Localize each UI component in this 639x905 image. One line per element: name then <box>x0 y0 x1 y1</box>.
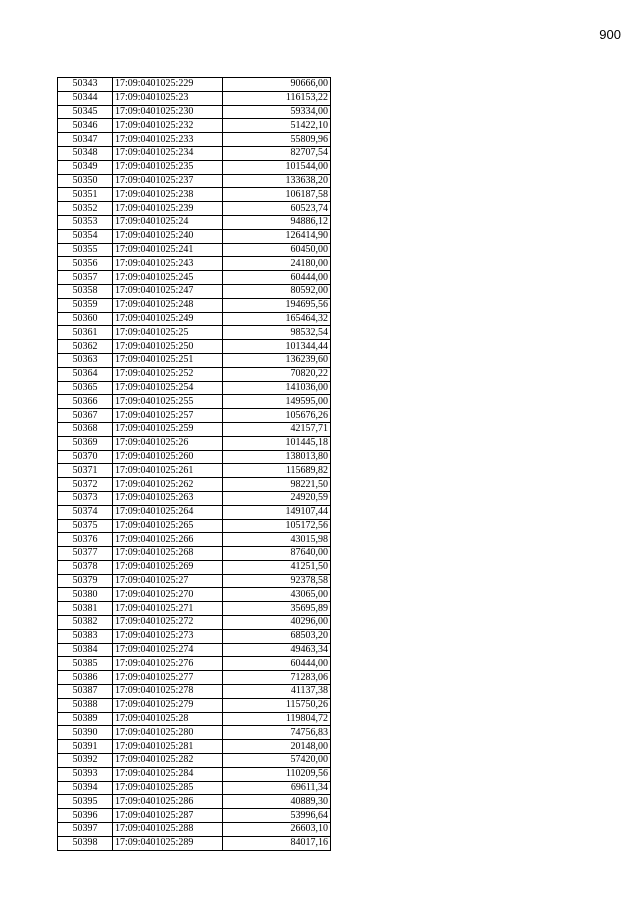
row-number-cell: 50362 <box>58 340 113 354</box>
cadastral-value-cell: 55809,96 <box>223 133 331 147</box>
cadastral-value-cell: 40889,30 <box>223 795 331 809</box>
cadastral-value-cell: 194695,56 <box>223 298 331 312</box>
cadastral-number-cell: 17:09:0401025:257 <box>113 409 223 423</box>
table-row <box>58 146 331 160</box>
table-row <box>58 809 331 823</box>
row-number-cell: 50348 <box>58 146 113 160</box>
table-row <box>58 657 331 671</box>
cadastral-number-cell: 17:09:0401025:245 <box>113 271 223 285</box>
row-number-cell: 50345 <box>58 105 113 119</box>
table-row <box>58 629 331 643</box>
table-row <box>58 271 331 285</box>
cadastral-value-cell: 98221,50 <box>223 478 331 492</box>
cadastral-number-cell: 17:09:0401025:239 <box>113 202 223 216</box>
row-number-cell: 50350 <box>58 174 113 188</box>
table-row <box>58 353 331 367</box>
table-row <box>58 671 331 685</box>
table-row <box>58 215 331 229</box>
cadastral-number-cell: 17:09:0401025:251 <box>113 353 223 367</box>
row-number-cell: 50384 <box>58 643 113 657</box>
cadastral-value-cell: 59334,00 <box>223 105 331 119</box>
row-number-cell: 50388 <box>58 698 113 712</box>
row-number-cell: 50395 <box>58 795 113 809</box>
cadastral-value-cell: 80592,00 <box>223 284 331 298</box>
cadastral-number-cell: 17:09:0401025:28 <box>113 712 223 726</box>
table-row <box>58 685 331 699</box>
cadastral-number-cell: 17:09:0401025:279 <box>113 698 223 712</box>
cadastral-number-cell: 17:09:0401025:284 <box>113 767 223 781</box>
cadastral-number-cell: 17:09:0401025:248 <box>113 298 223 312</box>
cadastral-value-cell: 115750,26 <box>223 698 331 712</box>
cadastral-value-cell: 43065,00 <box>223 588 331 602</box>
cadastral-value-cell: 101544,00 <box>223 160 331 174</box>
row-number-cell: 50376 <box>58 533 113 547</box>
row-number-cell: 50375 <box>58 519 113 533</box>
row-number-cell: 50366 <box>58 395 113 409</box>
cadastral-value-cell: 84017,16 <box>223 836 331 850</box>
cadastral-number-cell: 17:09:0401025:280 <box>113 726 223 740</box>
row-number-cell: 50391 <box>58 740 113 754</box>
cadastral-value-cell: 68503,20 <box>223 629 331 643</box>
page-number: 900 <box>599 27 621 42</box>
row-number-cell: 50371 <box>58 464 113 478</box>
cadastral-value-cell: 92378,58 <box>223 574 331 588</box>
cadastral-value-cell: 24180,00 <box>223 257 331 271</box>
table-row <box>58 174 331 188</box>
row-number-cell: 50387 <box>58 685 113 699</box>
cadastral-value-cell: 24920,59 <box>223 491 331 505</box>
cadastral-value-cell: 101344,44 <box>223 340 331 354</box>
cadastral-number-cell: 17:09:0401025:27 <box>113 574 223 588</box>
cadastral-value-cell: 136239,60 <box>223 353 331 367</box>
row-number-cell: 50358 <box>58 284 113 298</box>
cadastral-value-cell: 69611,34 <box>223 781 331 795</box>
table-row <box>58 450 331 464</box>
cadastral-value-cell: 98532,54 <box>223 326 331 340</box>
table-row <box>58 505 331 519</box>
cadastral-number-cell: 17:09:0401025:281 <box>113 740 223 754</box>
table-row <box>58 202 331 216</box>
cadastral-number-cell: 17:09:0401025:278 <box>113 685 223 699</box>
cadastral-value-table <box>57 77 331 851</box>
table-row <box>58 574 331 588</box>
row-number-cell: 50343 <box>58 78 113 92</box>
row-number-cell: 50363 <box>58 353 113 367</box>
cadastral-number-cell: 17:09:0401025:23 <box>113 91 223 105</box>
table-row <box>58 588 331 602</box>
cadastral-value-cell: 149595,00 <box>223 395 331 409</box>
cadastral-number-cell: 17:09:0401025:233 <box>113 133 223 147</box>
cadastral-number-cell: 17:09:0401025:232 <box>113 119 223 133</box>
table-row <box>58 409 331 423</box>
cadastral-value-cell: 149107,44 <box>223 505 331 519</box>
cadastral-value-cell: 60523,74 <box>223 202 331 216</box>
cadastral-value-cell: 105172,56 <box>223 519 331 533</box>
cadastral-number-cell: 17:09:0401025:259 <box>113 422 223 436</box>
table-row <box>58 91 331 105</box>
cadastral-value-cell: 94886,12 <box>223 215 331 229</box>
cadastral-number-cell: 17:09:0401025:271 <box>113 602 223 616</box>
cadastral-value-cell: 42157,71 <box>223 422 331 436</box>
row-number-cell: 50351 <box>58 188 113 202</box>
cadastral-number-cell: 17:09:0401025:254 <box>113 381 223 395</box>
row-number-cell: 50372 <box>58 478 113 492</box>
table-row <box>58 188 331 202</box>
cadastral-value-cell: 49463,34 <box>223 643 331 657</box>
row-number-cell: 50381 <box>58 602 113 616</box>
cadastral-value-cell: 141036,00 <box>223 381 331 395</box>
cadastral-number-cell: 17:09:0401025:270 <box>113 588 223 602</box>
row-number-cell: 50389 <box>58 712 113 726</box>
cadastral-number-cell: 17:09:0401025:238 <box>113 188 223 202</box>
table-row <box>58 754 331 768</box>
row-number-cell: 50346 <box>58 119 113 133</box>
row-number-cell: 50354 <box>58 229 113 243</box>
table-row <box>58 312 331 326</box>
table-row <box>58 795 331 809</box>
cadastral-number-cell: 17:09:0401025:229 <box>113 78 223 92</box>
cadastral-number-cell: 17:09:0401025:255 <box>113 395 223 409</box>
row-number-cell: 50367 <box>58 409 113 423</box>
table-row <box>58 229 331 243</box>
table-row <box>58 726 331 740</box>
cadastral-value-cell: 90666,00 <box>223 78 331 92</box>
cadastral-value-cell: 119804,72 <box>223 712 331 726</box>
table-row <box>58 560 331 574</box>
cadastral-value-cell: 20148,00 <box>223 740 331 754</box>
row-number-cell: 50357 <box>58 271 113 285</box>
cadastral-number-cell: 17:09:0401025:247 <box>113 284 223 298</box>
cadastral-number-cell: 17:09:0401025:240 <box>113 229 223 243</box>
table-row <box>58 643 331 657</box>
table-row <box>58 698 331 712</box>
table-row <box>58 616 331 630</box>
cadastral-number-cell: 17:09:0401025:282 <box>113 754 223 768</box>
row-number-cell: 50397 <box>58 823 113 837</box>
cadastral-number-cell: 17:09:0401025:237 <box>113 174 223 188</box>
cadastral-number-cell: 17:09:0401025:260 <box>113 450 223 464</box>
row-number-cell: 50394 <box>58 781 113 795</box>
cadastral-number-cell: 17:09:0401025:286 <box>113 795 223 809</box>
cadastral-number-cell: 17:09:0401025:250 <box>113 340 223 354</box>
table-row <box>58 602 331 616</box>
cadastral-value-cell: 51422,10 <box>223 119 331 133</box>
table-row <box>58 395 331 409</box>
cadastral-number-cell: 17:09:0401025:262 <box>113 478 223 492</box>
cadastral-number-cell: 17:09:0401025:25 <box>113 326 223 340</box>
cadastral-value-cell: 43015,98 <box>223 533 331 547</box>
cadastral-value-cell: 41137,38 <box>223 685 331 699</box>
table-row <box>58 381 331 395</box>
table-row <box>58 533 331 547</box>
row-number-cell: 50383 <box>58 629 113 643</box>
cadastral-number-cell: 17:09:0401025:288 <box>113 823 223 837</box>
row-number-cell: 50385 <box>58 657 113 671</box>
table-row <box>58 367 331 381</box>
cadastral-value-cell: 26603,10 <box>223 823 331 837</box>
table-row <box>58 340 331 354</box>
table-row <box>58 519 331 533</box>
cadastral-value-cell: 70820,22 <box>223 367 331 381</box>
row-number-cell: 50380 <box>58 588 113 602</box>
cadastral-number-cell: 17:09:0401025:263 <box>113 491 223 505</box>
cadastral-value-cell: 138013,80 <box>223 450 331 464</box>
cadastral-value-cell: 165464,32 <box>223 312 331 326</box>
cadastral-number-cell: 17:09:0401025:274 <box>113 643 223 657</box>
row-number-cell: 50393 <box>58 767 113 781</box>
cadastral-value-cell: 126414,90 <box>223 229 331 243</box>
table-row <box>58 160 331 174</box>
cadastral-value-cell: 110209,56 <box>223 767 331 781</box>
cadastral-number-cell: 17:09:0401025:266 <box>113 533 223 547</box>
cadastral-number-cell: 17:09:0401025:243 <box>113 257 223 271</box>
row-number-cell: 50386 <box>58 671 113 685</box>
table-row <box>58 105 331 119</box>
row-number-cell: 50379 <box>58 574 113 588</box>
table-row <box>58 243 331 257</box>
cadastral-number-cell: 17:09:0401025:273 <box>113 629 223 643</box>
table-row <box>58 823 331 837</box>
table-row <box>58 547 331 561</box>
cadastral-value-cell: 71283,06 <box>223 671 331 685</box>
cadastral-value-cell: 41251,50 <box>223 560 331 574</box>
row-number-cell: 50398 <box>58 836 113 850</box>
cadastral-number-cell: 17:09:0401025:24 <box>113 215 223 229</box>
row-number-cell: 50368 <box>58 422 113 436</box>
cadastral-value-cell: 116153,22 <box>223 91 331 105</box>
cadastral-value-cell: 35695,89 <box>223 602 331 616</box>
cadastral-value-cell: 105676,26 <box>223 409 331 423</box>
table-row <box>58 78 331 92</box>
cadastral-number-cell: 17:09:0401025:289 <box>113 836 223 850</box>
row-number-cell: 50382 <box>58 616 113 630</box>
table-row <box>58 422 331 436</box>
row-number-cell: 50396 <box>58 809 113 823</box>
row-number-cell: 50349 <box>58 160 113 174</box>
cadastral-number-cell: 17:09:0401025:261 <box>113 464 223 478</box>
cadastral-number-cell: 17:09:0401025:272 <box>113 616 223 630</box>
row-number-cell: 50369 <box>58 436 113 450</box>
row-number-cell: 50360 <box>58 312 113 326</box>
table-row <box>58 491 331 505</box>
table-row <box>58 712 331 726</box>
table-row <box>58 836 331 850</box>
cadastral-number-cell: 17:09:0401025:252 <box>113 367 223 381</box>
row-number-cell: 50392 <box>58 754 113 768</box>
table-row <box>58 478 331 492</box>
cadastral-value-cell: 74756,83 <box>223 726 331 740</box>
cadastral-number-cell: 17:09:0401025:265 <box>113 519 223 533</box>
table-body <box>58 78 331 851</box>
cadastral-value-cell: 133638,20 <box>223 174 331 188</box>
row-number-cell: 50344 <box>58 91 113 105</box>
table-row <box>58 257 331 271</box>
row-number-cell: 50361 <box>58 326 113 340</box>
table-row <box>58 464 331 478</box>
cadastral-number-cell: 17:09:0401025:268 <box>113 547 223 561</box>
cadastral-number-cell: 17:09:0401025:285 <box>113 781 223 795</box>
cadastral-number-cell: 17:09:0401025:241 <box>113 243 223 257</box>
cadastral-number-cell: 17:09:0401025:249 <box>113 312 223 326</box>
cadastral-number-cell: 17:09:0401025:269 <box>113 560 223 574</box>
row-number-cell: 50364 <box>58 367 113 381</box>
row-number-cell: 50378 <box>58 560 113 574</box>
row-number-cell: 50370 <box>58 450 113 464</box>
row-number-cell: 50377 <box>58 547 113 561</box>
cadastral-value-cell: 101445,18 <box>223 436 331 450</box>
table-row <box>58 436 331 450</box>
cadastral-value-cell: 60444,00 <box>223 271 331 285</box>
row-number-cell: 50390 <box>58 726 113 740</box>
row-number-cell: 50373 <box>58 491 113 505</box>
cadastral-number-cell: 17:09:0401025:277 <box>113 671 223 685</box>
cadastral-number-cell: 17:09:0401025:235 <box>113 160 223 174</box>
row-number-cell: 50347 <box>58 133 113 147</box>
row-number-cell: 50352 <box>58 202 113 216</box>
row-number-cell: 50356 <box>58 257 113 271</box>
cadastral-number-cell: 17:09:0401025:264 <box>113 505 223 519</box>
table-row <box>58 284 331 298</box>
cadastral-number-cell: 17:09:0401025:230 <box>113 105 223 119</box>
cadastral-value-cell: 115689,82 <box>223 464 331 478</box>
table-row <box>58 133 331 147</box>
row-number-cell: 50374 <box>58 505 113 519</box>
row-number-cell: 50365 <box>58 381 113 395</box>
table-row <box>58 781 331 795</box>
cadastral-number-cell: 17:09:0401025:287 <box>113 809 223 823</box>
table-row <box>58 119 331 133</box>
table-row <box>58 767 331 781</box>
cadastral-value-cell: 82707,54 <box>223 146 331 160</box>
cadastral-number-cell: 17:09:0401025:234 <box>113 146 223 160</box>
cadastral-value-cell: 87640,00 <box>223 547 331 561</box>
table-row <box>58 326 331 340</box>
cadastral-number-cell: 17:09:0401025:26 <box>113 436 223 450</box>
row-number-cell: 50359 <box>58 298 113 312</box>
cadastral-value-cell: 60444,00 <box>223 657 331 671</box>
row-number-cell: 50353 <box>58 215 113 229</box>
cadastral-value-cell: 106187,58 <box>223 188 331 202</box>
row-number-cell: 50355 <box>58 243 113 257</box>
cadastral-value-cell: 40296,00 <box>223 616 331 630</box>
cadastral-value-cell: 53996,64 <box>223 809 331 823</box>
cadastral-number-cell: 17:09:0401025:276 <box>113 657 223 671</box>
table-row <box>58 740 331 754</box>
cadastral-value-cell: 57420,00 <box>223 754 331 768</box>
table-row <box>58 298 331 312</box>
cadastral-value-cell: 60450,00 <box>223 243 331 257</box>
